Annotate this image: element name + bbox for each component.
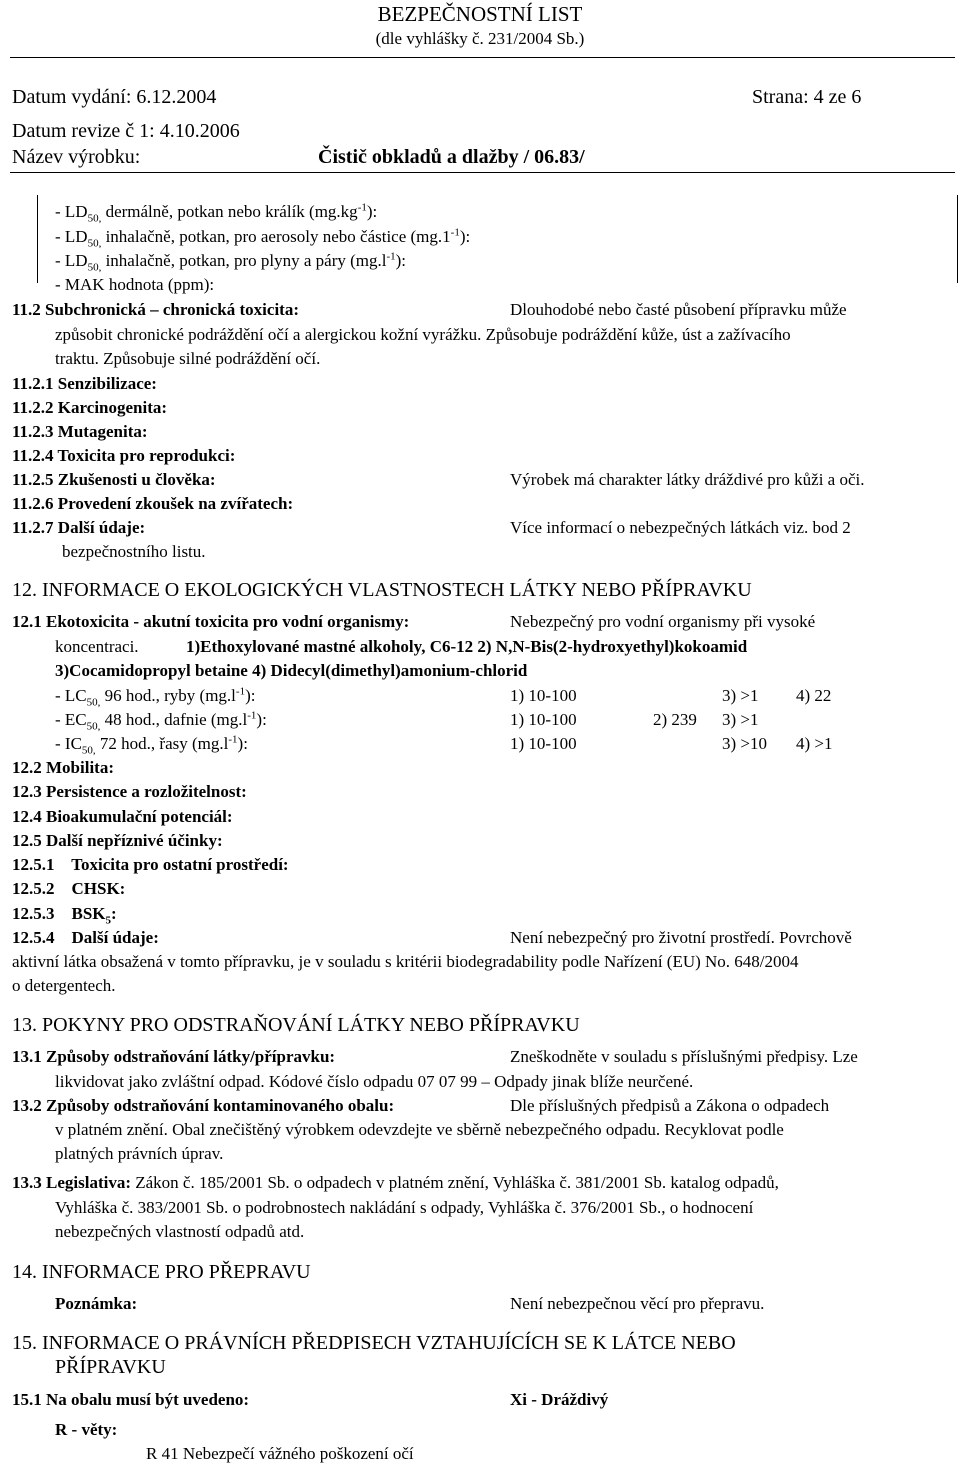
section-13-heading: 13. POKYNY PRO ODSTRAŇOVÁNÍ LÁTKY NEBO PŘÍPRAVKU [12, 1014, 580, 1036]
lc50-row: - $LC_{50,}$ 96 hod., ryby $(mg.l^{-1})$: [55, 685, 256, 709]
lc50-value: 4) 22 [796, 686, 832, 705]
s11-2-6-label: 11.2.6 Provedení zkoušek na zvířatech: [12, 494, 294, 513]
product-label: Název výrobku: [12, 146, 141, 168]
s12-1-text: Nebezpečný pro vodní organismy při vysoké [510, 612, 816, 631]
s11-2-1-label: 11.2.1 Senzibilizace: [12, 374, 157, 393]
s12-2-label: 12.2 Mobilita: [12, 758, 114, 777]
s11-2-7-text: Více informací o nebezpečných látkách viz. bod 2 [510, 518, 851, 537]
section-14-heading: 14. INFORMACE PRO PŘEPRAVU [12, 1261, 311, 1283]
s12-5-3-label: 12.5.3 $BSK_5$: [12, 904, 117, 927]
s13-2-label: 13.2 Způsoby odstraňování kontaminovaného obalu: [12, 1096, 395, 1115]
s13-3-text: Vyhláška č. 383/2001 Sb. o podrobnostech nakládání s odpady, Vyhláška č. 376/2001 Sb., o hodnocení [55, 1198, 754, 1217]
product-name: Čistič obkladů a dlažby / 06.83/ [318, 146, 585, 168]
transport-note-label: Poznámka: [55, 1294, 138, 1313]
s11-2-text: způsobit chronické podráždění očí a alergickou kožní vyrážku. Způsobuje podráždění kůže, úst a zažívacího [55, 325, 791, 344]
s11-2-label: 11.2 Subchronická – chronická toxicita: [12, 300, 299, 319]
s13-1-label: 13.1 Způsoby odstraňování látky/přípravku: [12, 1047, 336, 1066]
section-12-heading: 12. INFORMACE O EKOLOGICKÝCH VLASTNOSTECH LÁTKY NEBO PŘÍPRAVKU [12, 579, 752, 601]
section-15-heading: PŘÍPRAVKU [55, 1356, 166, 1378]
ec50-value: 2) 239 [653, 710, 697, 729]
issue-date: Datum vydání: 6.12.2004 [12, 86, 217, 108]
s13-1-text: likvidovat jako zvláštní odpad. Kódové číslo odpadu 07 07 99 – Odpady jinak blíže neurčené. [55, 1072, 694, 1091]
r-phrases-label: R - věty: [55, 1420, 118, 1439]
ld50-inhalation-gas: - $LD_{50,}$ inhalačně, potkan, pro plyny a páry $(mg.l^{-1})$: [55, 250, 407, 274]
document-subtitle: (dle vyhlášky č. 231/2004 Sb.) [375, 29, 585, 48]
s13-2-text: Dle příslušných předpisů a Zákona o odpadech [510, 1096, 830, 1115]
s11-2-4-label: 11.2.4 Toxicita pro reprodukci: [12, 446, 236, 465]
lc50-value: 3) >1 [722, 686, 759, 705]
ic50-row: - $IC_{50,}$ 72 hod., řasy $(mg.l^{-1})$: [55, 733, 248, 757]
ec50-value: 3) >1 [722, 710, 759, 729]
s11-2-7-text: bezpečnostního listu. [62, 542, 206, 561]
s12-5-4-label: 12.5.4 Další údaje: [12, 928, 159, 947]
margin-border-line [957, 195, 958, 283]
header-top-rule [10, 57, 955, 58]
s12-1-label: 12.1 Ekotoxicita - akutní toxicita pro vodní organismy: [12, 612, 410, 631]
ld50-inhalation-aerosol: - $LD_{50,}$ inhalačně, potkan, pro aerosoly nebo částice $(mg.1^{-1})$: [55, 226, 471, 250]
ic50-value: 3) >10 [722, 734, 767, 753]
s11-2-7-label: 11.2.7 Další údaje: [12, 518, 146, 537]
s11-2-3-label: 11.2.3 Mutagenita: [12, 422, 148, 441]
ic50-value: 1) 10-100 [510, 734, 577, 753]
substance-list: 1)Ethoxylované mastné alkoholy, C6-12 2) N,N-Bis(2-hydroxyethyl)kokoamid [186, 637, 748, 656]
s13-3-text: nebezpečných vlastností odpadů atd. [55, 1222, 305, 1241]
lc50-value: 1) 10-100 [510, 686, 577, 705]
r41-phrase: R 41 Nebezpečí vážného poškození očí [146, 1444, 414, 1463]
ec50-row: - $EC_{50,}$ 48 hod., dafnie $(mg.l^{-1})$: [55, 709, 267, 733]
s13-1-text: Zneškodněte v souladu s příslušnými předpisy. Lze [510, 1047, 858, 1066]
page-number: Strana: 4 ze 6 [752, 86, 862, 108]
s13-2-text: v platném znění. Obal znečištěný výrobkem odevzdejte ve sběrně nebezpečného odpadu. Recyklovat podle [55, 1120, 784, 1139]
ic50-value: 4) >1 [796, 734, 833, 753]
s12-3-label: 12.3 Persistence a rozložitelnost: [12, 782, 247, 801]
s11-2-text: Dlouhodobé nebo časté působení přípravku může [510, 300, 847, 319]
s12-5-4-text: aktivní látka obsažená v tomto přípravku, je v souladu s kritérii biodegradability podle Nařízení (EU) No. 648/2004 [12, 952, 799, 971]
s12-4-label: 12.4 Bioakumulační potenciál: [12, 807, 233, 826]
ec50-value: 1) 10-100 [510, 710, 577, 729]
s12-5-4-text: Není nebezpečný pro životní prostředí. Povrchově [510, 928, 852, 947]
s12-5-1-label: 12.5.1 Toxicita pro ostatní prostředí: [12, 855, 289, 874]
s11-2-5-text: Výrobek má charakter látky dráždivé pro kůži a oči. [510, 470, 865, 489]
substance-list: 3)Cocamidopropyl betaine 4) Didecyl(dimethyl)amonium-chlorid [55, 661, 528, 680]
s12-5-4-text: o detergentech. [12, 976, 116, 995]
section-15-heading: 15. INFORMACE O PRÁVNÍCH PŘEDPISECH VZTAHUJÍCÍCH SE K LÁTCE NEBO [12, 1332, 736, 1354]
margin-border-line [37, 195, 38, 283]
s11-2-2-label: 11.2.2 Karcinogenita: [12, 398, 168, 417]
transport-note-text: Není nebezpečnou věcí pro přepravu. [510, 1294, 765, 1313]
s11-2-text: traktu. Způsobuje silné podráždění očí. [55, 349, 321, 368]
mak-value: - MAK hodnota (ppm): [55, 275, 215, 294]
s15-1-label: 15.1 Na obalu musí být uvedeno: [12, 1390, 250, 1409]
s12-5-label: 12.5 Další nepříznivé účinky: [12, 831, 223, 850]
hazard-symbol-value: Xi - Dráždivý [510, 1390, 609, 1409]
s13-3-row: 13.3 Legislativa: Zákon č. 185/2001 Sb. o odpadech v platném znění, Vyhláška č. 381/2001 Sb. katalog odpadů, [12, 1173, 779, 1192]
document-title: BEZPEČNOSTNÍ LIST [377, 2, 583, 26]
s12-5-2-label: 12.5.2 CHSK: [12, 879, 126, 898]
ld50-dermal: - $LD_{50,}$ dermálně, potkan nebo králík $(mg.kg^{-1})$: [55, 201, 378, 225]
revision-date: Datum revize č 1: 4.10.2006 [12, 120, 240, 142]
header-bottom-rule [10, 172, 955, 173]
s12-1-text: koncentraci. [55, 637, 139, 656]
s13-2-text: platných právních úprav. [55, 1144, 224, 1163]
s11-2-5-label: 11.2.5 Zkušenosti u člověka: [12, 470, 216, 489]
